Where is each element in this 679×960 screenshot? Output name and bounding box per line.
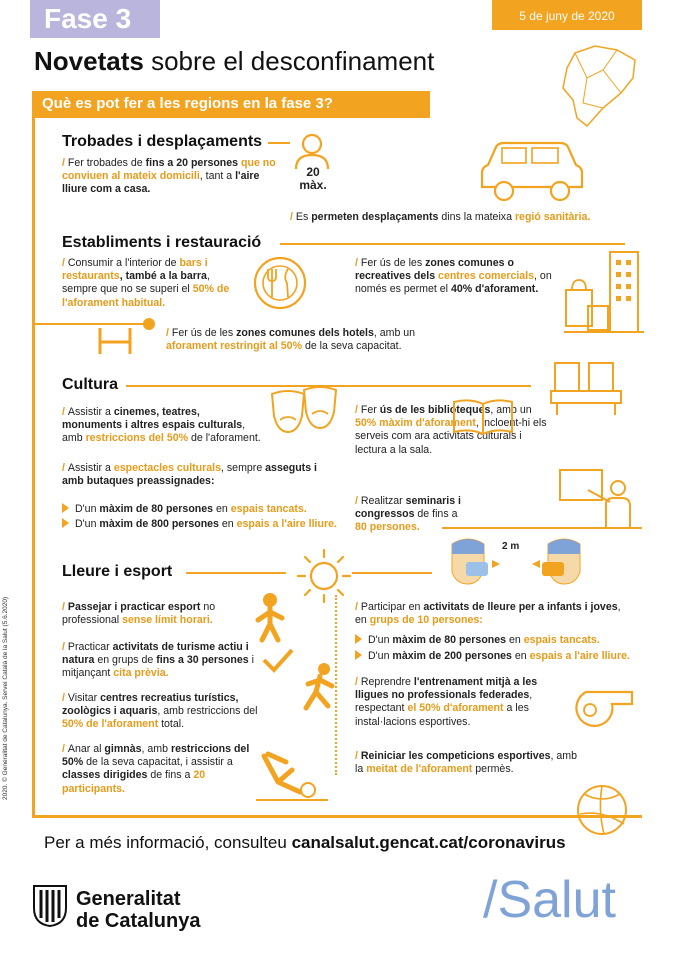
cultura-item-cinemes: / Assistir a cinemes, teatres, monuments i altres espais culturals, amb restriccions del 50% de l'aforament. (62, 406, 261, 445)
presenter-board-icon (558, 468, 636, 530)
lleure-item-turisme: / Practicar activitats de turisme actiu i natura en grups de fins a 30 persones i mitjançant cita prèvia. (62, 641, 254, 680)
sun-icon (296, 548, 352, 604)
divider (280, 243, 625, 245)
distance-label: 2 m (502, 541, 520, 552)
question-banner: Què es pot fer a les regions en la fase 3? (32, 91, 430, 118)
more-info-line: Per a més informació, consulteu canalsalut.gencat.cat/coronavirus (44, 833, 566, 852)
catalonia-map-icon (555, 38, 645, 128)
section-title-trobades: Trobades i desplaçaments (62, 133, 263, 150)
section-title-cultura: Cultura (62, 376, 118, 393)
car-icon (474, 143, 586, 205)
cultura-item-biblioteques: / Fer ús de les biblioteques, amb un 50% màxim d'aforament, incloent-hi els serveis com ara activitats culturals i lectura a la sala. (355, 404, 547, 456)
section-title-establiments: Establiments i restauració (62, 234, 262, 251)
open-book-icon (450, 398, 516, 438)
cultura-subitem-80: D'un màxim de 80 persones en espais tancats. (62, 503, 352, 516)
generalitat-logo-icon (32, 884, 68, 928)
lleure-subitem-200: D'un màxim de 200 persones en espais a l'aire lliure. (355, 650, 640, 663)
divider (268, 142, 290, 144)
frame-left (32, 118, 35, 818)
establiments-item-bars: / Consumir a l'interior de bars i restaurants, també a la barra, sempre que no se superi el 50% de l'aforament habitual. (62, 257, 230, 309)
volleyball-icon (574, 780, 630, 816)
cultura-item-espectacles: / Assistir a espectacles culturals, sempre asseguts i amb butaques preassignades: (62, 462, 317, 488)
establiments-item-hotels: / Fer ús de les zones comunes dels hotels, amb un aforament restringit al 50% de la seva capacitat. (166, 327, 416, 353)
timeline-dot (143, 318, 155, 330)
lleure-item-infants: / Participar en activitats de lleure per a infants i joves, en grups de 10 persones: (355, 601, 621, 627)
lleure-item-passejar: / Passejar i practicar esport no professional sense límit horari. (62, 601, 216, 627)
frame-bottom (32, 815, 642, 818)
divider (352, 572, 432, 574)
lleure-item-centres: / Visitar centres recreatius turístics, zoològics i aquaris, amb restriccions del 50% de l'aforament total. (62, 692, 258, 731)
copyright-note: 2020. © Generalitat de Catalunya. Servei Català de la Salut (5.6.2020) (2, 596, 9, 800)
date-badge: 5 de juny de 2020 (492, 0, 642, 30)
divider (186, 572, 286, 574)
yoga-person-icon (256, 752, 328, 802)
divider (35, 323, 145, 325)
whistle-icon (566, 682, 636, 730)
lleure-item-entrenament: / Reprendre l'entrenament mitjà a les lligues no professionals federades, respectant el 50% d'aforament a les instal·lacions esportives. (355, 676, 538, 728)
hotel-bed-icon (97, 326, 133, 356)
section-title-lleure: Lleure i esport (62, 563, 173, 580)
trobades-item-1: / Fer trobades de fins a 20 persones que no conviuen al mateix domicili, tant a l'aire lliure com a casa. (62, 157, 276, 196)
cultura-item-seminaris: / Realitzar seminaris i congressos de fins a 80 persones. (355, 495, 461, 534)
max-20-badge: 20 màx. (299, 165, 327, 192)
divider (442, 527, 642, 529)
shopping-building-icon (564, 248, 644, 338)
running-person-icon (298, 662, 338, 712)
phase-badge: Fase 3 (30, 0, 160, 38)
cutlery-plate-icon (252, 255, 308, 311)
lleure-subitem-80: D'un màxim de 80 persones en espais tancats. (355, 634, 640, 647)
trobades-item-2: / Es permeten desplaçaments dins la mateixa regió sanitària. (290, 211, 591, 223)
theatre-seats-icon (549, 357, 627, 417)
column-divider (335, 595, 337, 775)
cultura-subitem-800: D'un màxim de 800 persones en espais a l'aire lliure. (62, 518, 352, 531)
checkmark-icon (262, 648, 294, 672)
info-url-link[interactable]: canalsalut.gencat.cat/coronavirus (291, 833, 566, 852)
generalitat-wordmark: Generalitat de Catalunya (76, 888, 201, 932)
establiments-item-centres: / Fer ús de les zones comunes o recreatives dels centres comercials, on només es permet el 40% d'aforament. (355, 257, 552, 296)
theatre-masks-icon (268, 386, 340, 438)
walking-child-icon (250, 592, 290, 644)
page-title: Novetats sobre el desconfinament (34, 46, 435, 76)
salut-wordmark: /Salut (483, 871, 616, 929)
lleure-item-competicions: / Reiniciar les competicions esportives, amb la meitat de l'aforament permès. (355, 750, 577, 776)
lleure-item-gimnas: / Anar al gimnàs, amb restriccions del 50% de la seva capacitat, i assistir a classes dirigides de fins a 20 participants. (62, 743, 250, 795)
